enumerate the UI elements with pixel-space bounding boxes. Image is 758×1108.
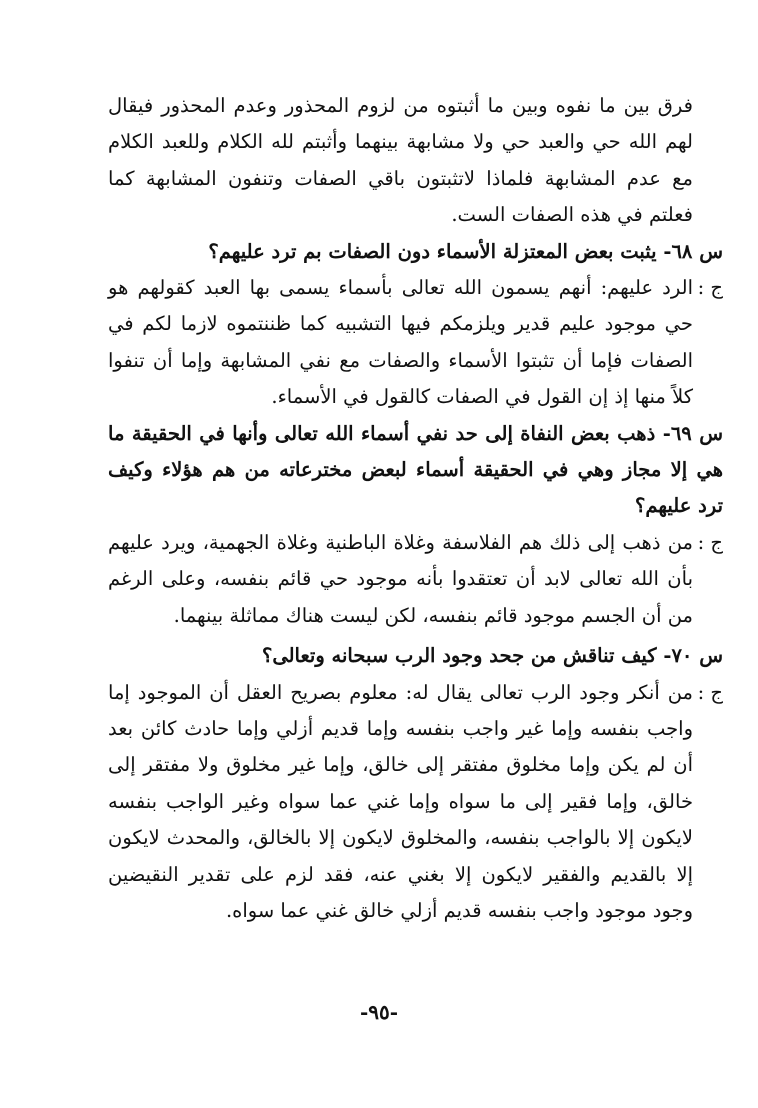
answer-marker: ج : xyxy=(697,680,723,704)
answer-text: الرد عليهم: أنهم يسمون الله تعالى بأسماء يسمى بها العبد كقولهم هو حي موجود عليم قدير ويلزمكم فيها التشبيه كما ظننتموه لازما لكم في الصفات فإما أن تثبتوا الأسماء والصفات مع نفي المشابهة وإما أن تنفوا كلاً منها إذ إن القول في الصفات كالقول في الأسماء. xyxy=(108,276,693,409)
intro-paragraph: فرق بين ما نفوه وبين ما أثبتوه من لزوم المحذور وعدم المحذور فيقال لهم الله حي والعبد حي ولا مشابهة بينهما وأثبتم لله الكلام وللعبد الكلام مع عدم المشابهة فلماذا لاتثبتون باقي الصفات وتنفون المشابهة كما فعلتم في هذه الصفات الست. xyxy=(108,94,693,227)
answer-text: من أنكر وجود الرب تعالى يقال له: معلوم بصريح العقل أن الموجود إما واجب بنفسه وإما غير واجب بنفسه وإما قديم أزلي وإما حادث كائن بعد أن لم يكن وإما مخلوق مفتقر إلى خالق، وإما غير مخلوق ولا مفتقر إلى خالق، وإما فقير إلى ما سواه وإما غني عما سواه وغير الواجب بنفسه لايكون إلا بالواجب بنفسه، والمخلوق لايكون إلا بالخالق، والمحدث لايكون إلا بالقديم والفقير لايكون إلا بغني عنه، فقد لزم على تقدير النقيضين وجود موجود واجب بنفسه قديم أزلي خالق غني عما سواه. xyxy=(108,680,693,922)
answer-70 xyxy=(108,675,723,930)
answer-marker: ج : xyxy=(697,276,723,300)
question-69: س ٦٩- ذهب بعض النفاة إلى حد نفي أسماء الله تعالى وأنها في الحقيقة ما هي إلا مجاز وهي في الحقيقة أسماء لبعض مخترعاته من هم هؤلاء وكيف ترد عليهم؟ xyxy=(108,421,724,518)
answer-69 xyxy=(108,525,723,634)
question-68: س ٦٨- يثبت بعض المعتزلة الأسماء دون الصفات بم ترد عليهم؟ xyxy=(208,239,723,263)
question-70: س ٧٠- كيف تناقش من جحد وجود الرب سبحانه وتعالى؟ xyxy=(262,644,723,668)
page-number: -٩٥- xyxy=(359,1000,399,1024)
answer-marker: ج : xyxy=(697,530,723,554)
page-body xyxy=(108,88,723,929)
answer-text: من ذهب إلى ذلك هم الفلاسفة وغلاة الباطنية وغلاة الجهمية، ويرد عليهم بأن الله تعالى لابد أن تعتقدوا بأنه موجود حي قائم بنفسه، وعلى الرغم من أن الجسم موجود قائم بنفسه، لكن ليست هناك مماثلة بينهما. xyxy=(108,530,693,627)
answer-68 xyxy=(108,270,723,416)
